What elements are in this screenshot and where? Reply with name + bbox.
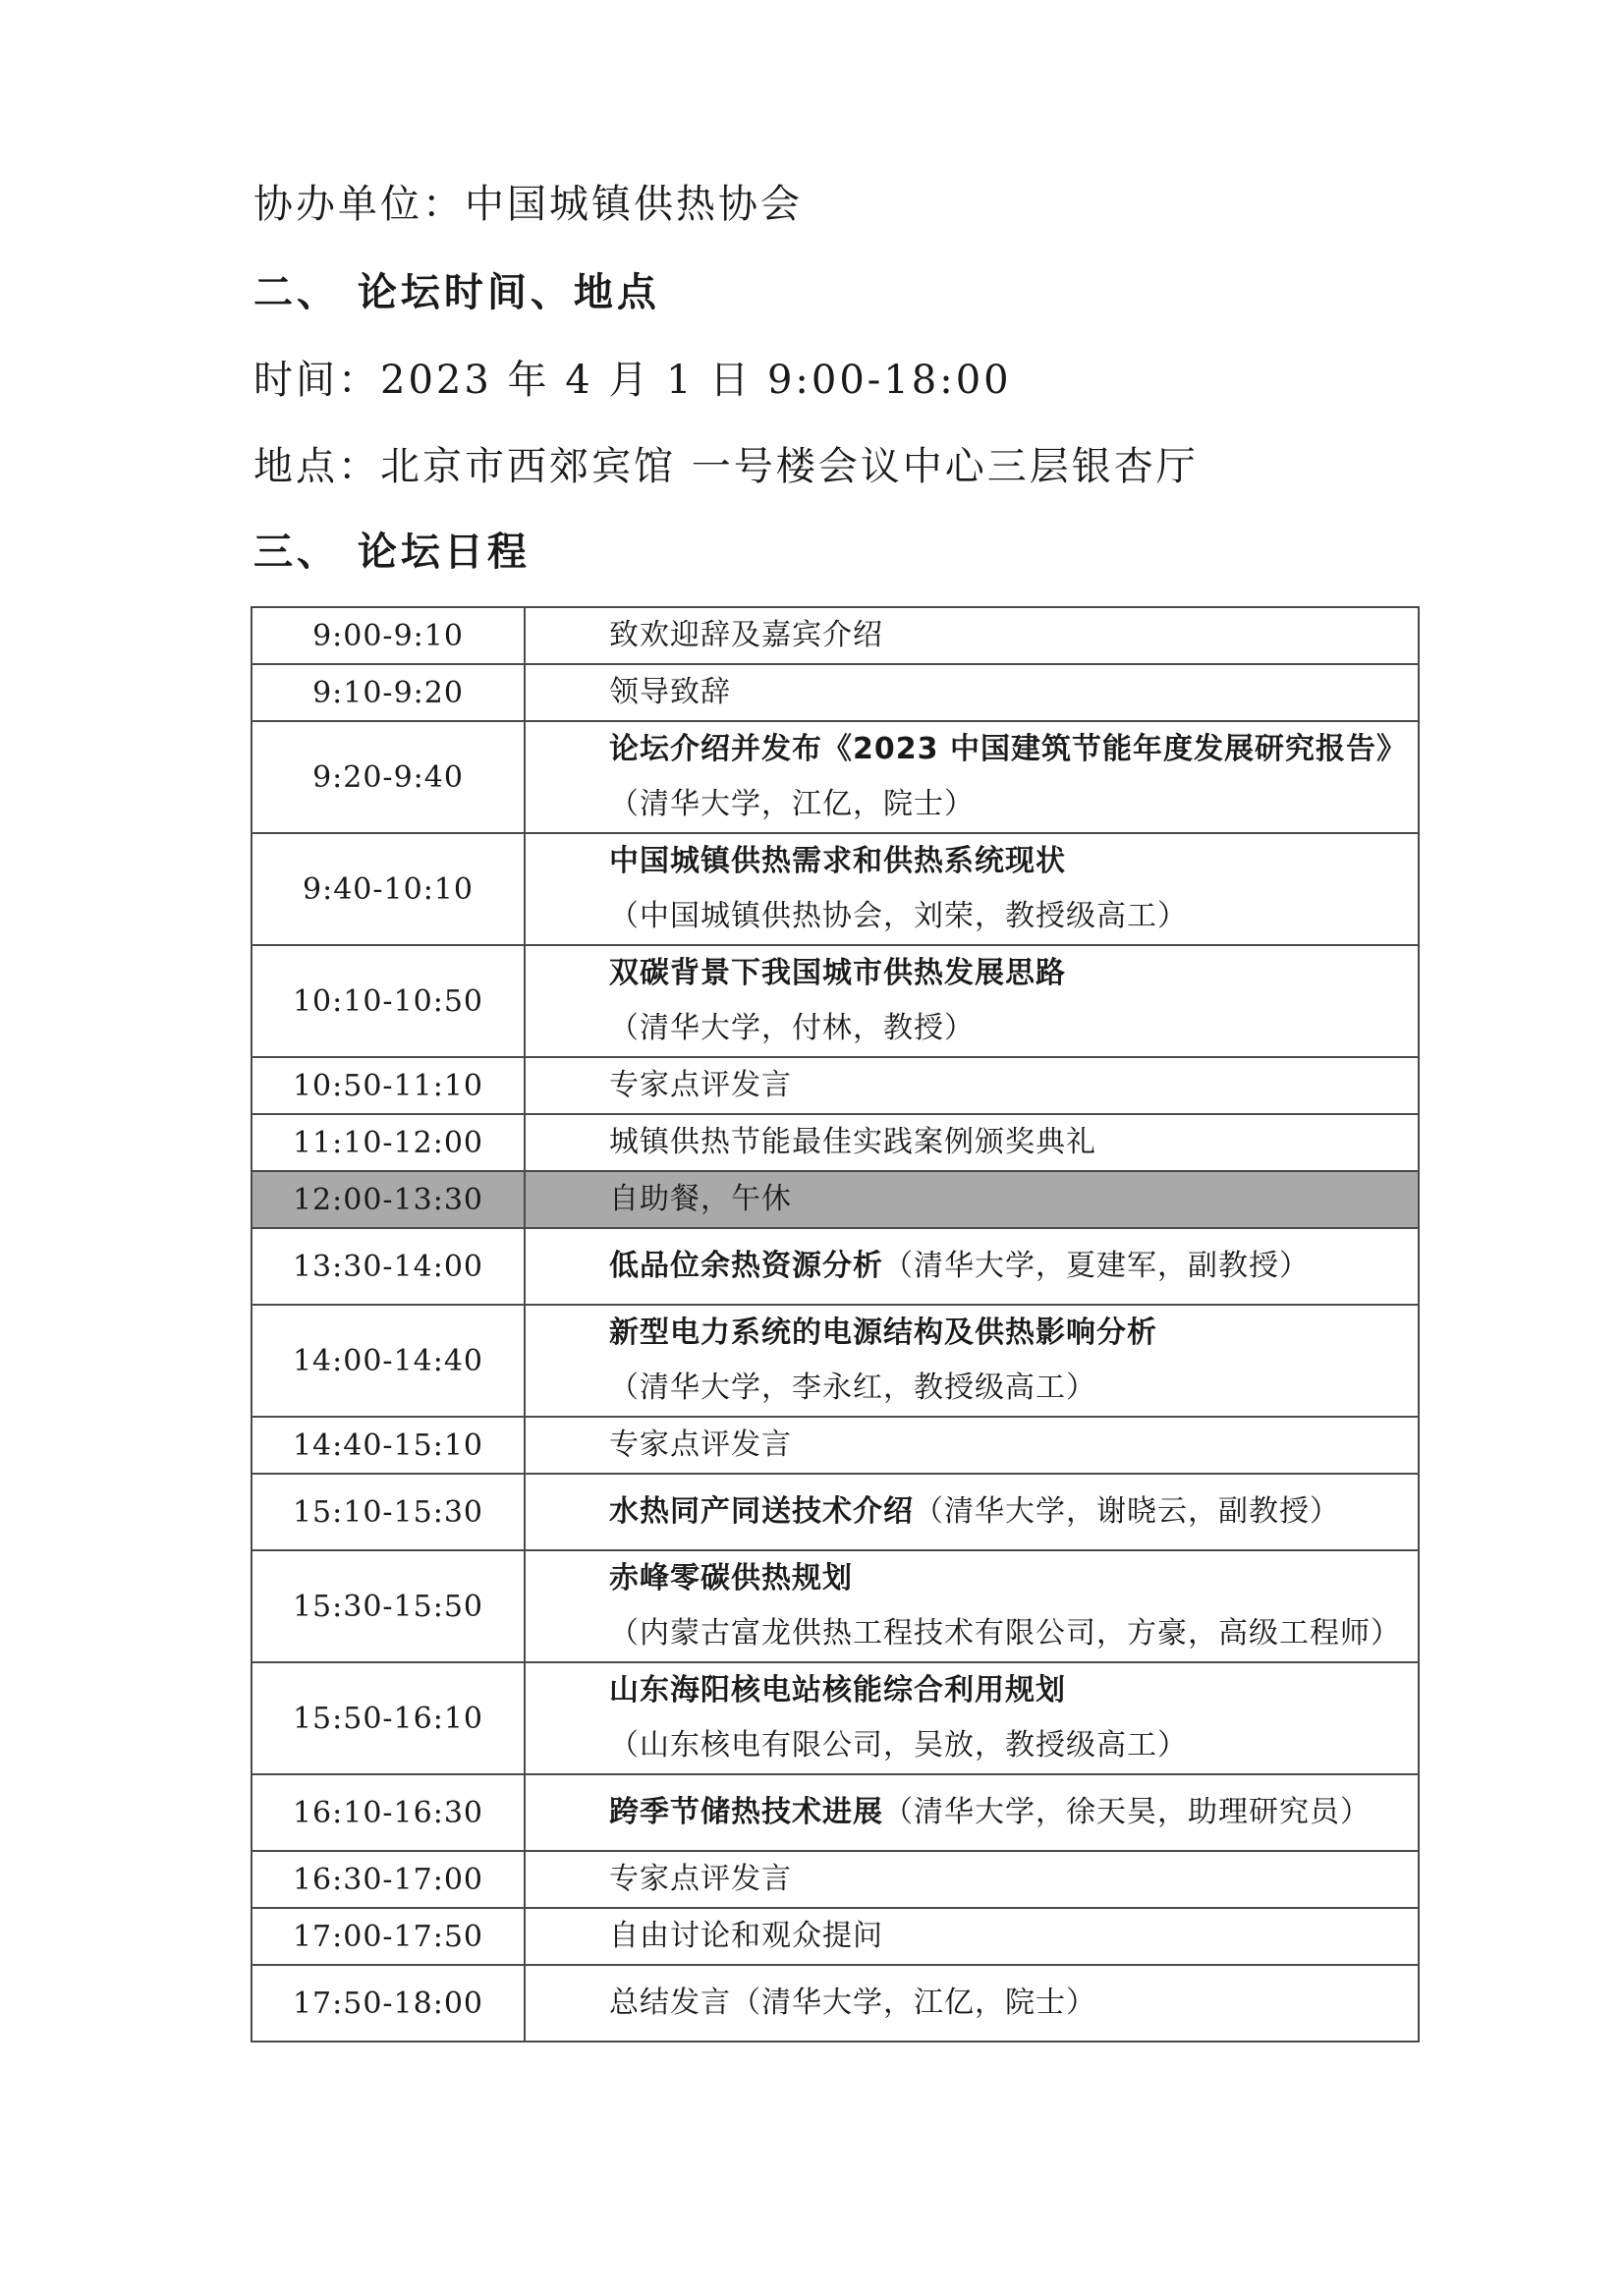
schedule-item [525,833,1419,945]
organizer-line: 协办单位：中国城镇供热协会 [253,182,803,227]
table-row [252,1662,1419,1774]
schedule-time: 9:20-9:40 [252,721,525,833]
table-row [252,945,1419,1057]
schedule-item [525,1908,1419,1965]
schedule-title: 跨季节储热技术进展 [609,1795,883,1829]
schedule-time: 9:00-9:10 [252,607,525,664]
schedule-item [525,1417,1419,1474]
table-row [252,1228,1419,1305]
schedule-time: 12:00-13:30 [252,1171,525,1228]
schedule-time: 9:10-9:20 [252,664,525,721]
schedule-item [525,1171,1419,1228]
schedule-item [525,721,1419,833]
table-row [252,1057,1419,1114]
schedule-table [251,606,1420,2043]
schedule-time: 14:00-14:40 [252,1305,525,1417]
schedule-item [525,1851,1419,1908]
schedule-title: 城镇供热节能最佳实践案例颁奖典礼 [609,1125,1096,1159]
schedule-time: 11:10-12:00 [252,1114,525,1171]
table-row [252,1474,1419,1550]
schedule-time: 9:40-10:10 [252,833,525,945]
schedule-title: 专家点评发言 [609,1862,792,1896]
schedule-title: 水热同产同送技术介绍 [609,1494,914,1529]
schedule-detail: （清华大学，徐天昊，助理研究员） [883,1795,1371,1829]
schedule-title: 山东海阳核电站核能综合利用规划 [609,1673,1066,1707]
table-row [252,721,1419,833]
schedule-time: 10:50-11:10 [252,1057,525,1114]
schedule-item [525,1662,1419,1774]
time-line: 时间：2023 年 4 月 1 日 9:00-18:00 [253,358,1012,403]
schedule-title: 致欢迎辞及嘉宾介绍 [609,618,883,652]
schedule-title: 自助餐，午休 [609,1182,792,1216]
schedule-title: 专家点评发言 [609,1427,792,1462]
table-row [252,1305,1419,1417]
schedule-item [525,1965,1419,2042]
table-row-lunch [252,1171,1419,1228]
table-row [252,1851,1419,1908]
schedule-item [525,1228,1419,1305]
schedule-detail: （清华大学，付林，教授） [609,1011,975,1045]
schedule-title: 自由讨论和观众提问 [609,1919,883,1953]
schedule-item [525,1474,1419,1550]
schedule-time: 15:10-15:30 [252,1474,525,1550]
table-row [252,1114,1419,1171]
schedule-item [525,1305,1419,1417]
schedule-title: 总结发言 [609,1986,731,2020]
schedule-title: 领导致辞 [609,675,731,709]
schedule-item [525,607,1419,664]
schedule-detail: （清华大学，夏建军，副教授） [883,1249,1310,1283]
schedule-time: 14:40-15:10 [252,1417,525,1474]
place-line: 地点：北京市西郊宾馆 一号楼会议中心三层银杏厅 [253,444,1199,489]
section-3-heading: 三、 论坛日程 [253,530,531,575]
schedule-title: 新型电力系统的电源结构及供热影响分析 [609,1315,1157,1350]
schedule-item [525,1550,1419,1662]
schedule-title: 专家点评发言 [609,1068,792,1102]
schedule-item [525,1057,1419,1114]
schedule-item [525,945,1419,1057]
table-row [252,1908,1419,1965]
schedule-item [525,664,1419,721]
table-row [252,1774,1419,1851]
schedule-title: 低品位余热资源分析 [609,1249,883,1283]
table-row [252,1965,1419,2042]
schedule-time: 17:00-17:50 [252,1908,525,1965]
schedule-detail: （清华大学，谢晓云，副教授） [914,1494,1340,1529]
schedule-detail: （山东核电有限公司，吴放，教授级高工） [609,1728,1188,1763]
section-2-heading: 二、 论坛时间、地点 [253,270,660,315]
schedule-time: 13:30-14:00 [252,1228,525,1305]
schedule-time: 16:10-16:30 [252,1774,525,1851]
schedule-time: 10:10-10:50 [252,945,525,1057]
schedule-time: 15:30-15:50 [252,1550,525,1662]
schedule-time: 17:50-18:00 [252,1965,525,2042]
schedule-time: 15:50-16:10 [252,1662,525,1774]
schedule-detail: （内蒙古富龙供热工程技术有限公司，方豪，高级工程师） [609,1616,1401,1651]
schedule-item [525,1114,1419,1171]
schedule-title: 中国城镇供热需求和供热系统现状 [609,844,1066,878]
schedule-detail: （清华大学，李永红，教授级高工） [609,1371,1096,1405]
table-row [252,1417,1419,1474]
table-row [252,664,1419,721]
schedule-time: 16:30-17:00 [252,1851,525,1908]
table-row [252,833,1419,945]
schedule-item [525,1774,1419,1851]
schedule-title: 双碳背景下我国城市供热发展思路 [609,956,1066,990]
schedule-detail: （中国城镇供热协会，刘荣，教授级高工） [609,899,1188,933]
table-row [252,607,1419,664]
schedule-title: 论坛介绍并发布《2023 中国建筑节能年度发展研究报告》 [609,732,1407,766]
schedule-detail: （清华大学，江亿，院士） [609,787,975,821]
table-row [252,1550,1419,1662]
schedule-detail: （清华大学，江亿，院士） [731,1986,1096,2020]
schedule-title: 赤峰零碳供热规划 [609,1561,853,1595]
